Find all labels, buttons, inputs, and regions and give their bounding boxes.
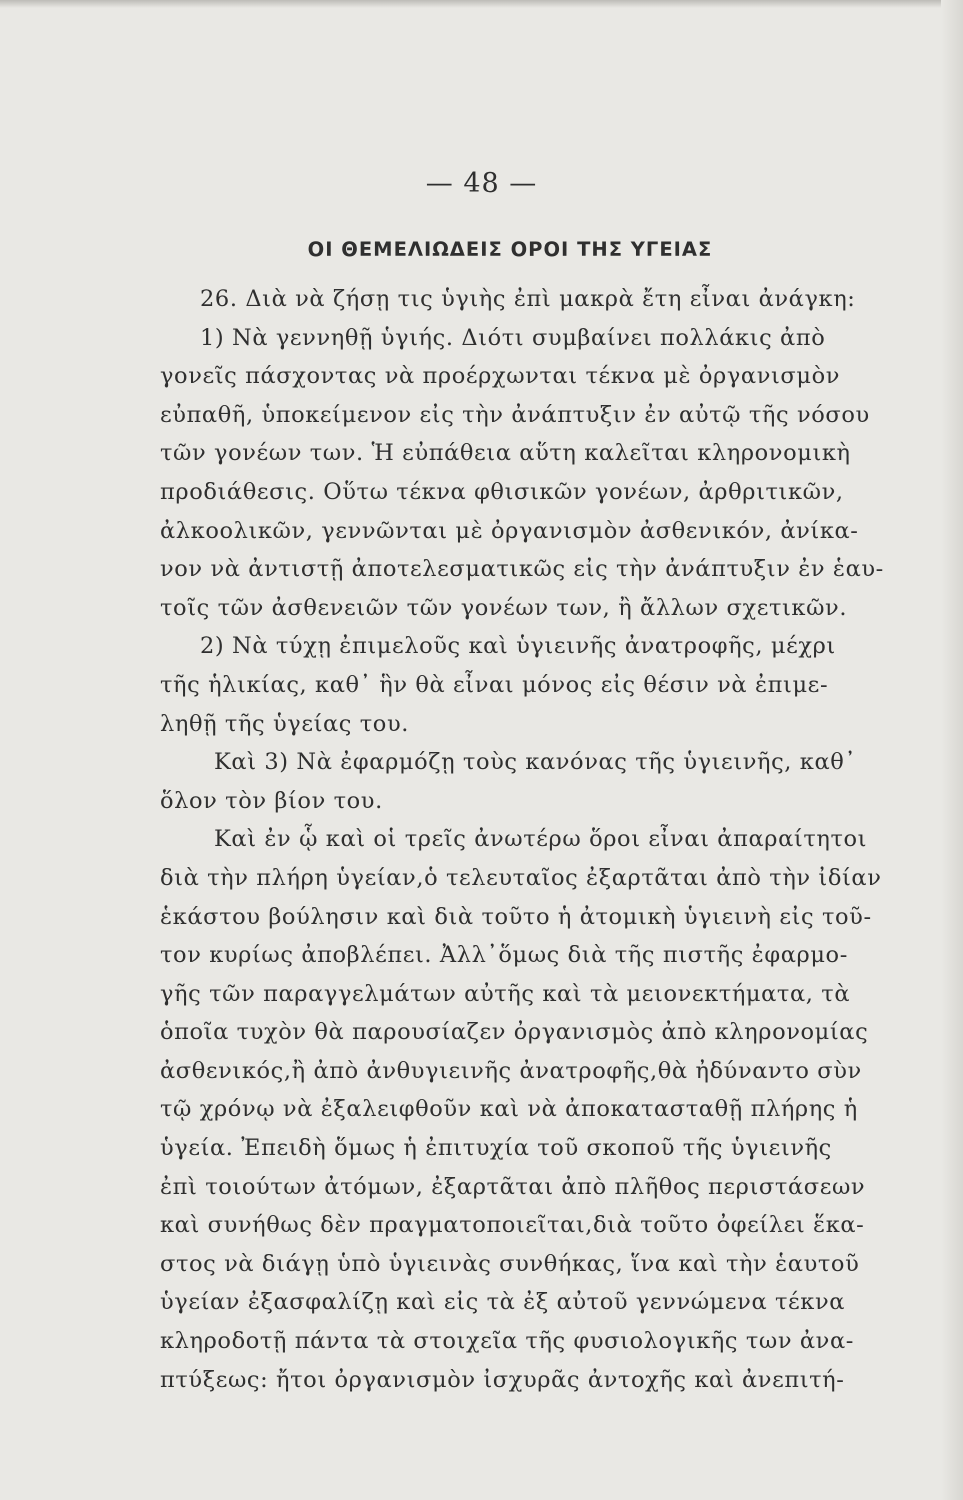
text-line: καὶ συνήθως δὲν πραγματοποιεῖται,διὰ τοῦτο ὀφείλει ἕκα- [160, 1212, 865, 1239]
page-number: — 48 — [425, 168, 538, 199]
text-line: τῆς ἡλικίας, καθ᾽ ἣν θὰ εἶναι μόνος εἰς θέσιν νὰ ἐπιμε- [160, 671, 829, 698]
text-line: πτύξεως: ἤτοι ὀργανισμὸν ἰσχυρᾶς ἀντοχῆς καὶ ἀνεπιτή- [160, 1366, 845, 1393]
text-line: ἀσθενικός,ἢ ἀπὸ ἀνθυγιεινῆς ἀνατροφῆς,θὰ ἠδύναντο σὺν [160, 1057, 862, 1084]
text-line: 26. Διὰ νὰ ζήσῃ τις ὑγιὴς ἐπὶ μακρὰ ἔτη εἶναι ἀνάγκη: [200, 286, 856, 312]
text-line: εὐπαθῆ, ὑποκείμενον εἰς τὴν ἀνάπτυξιν ἐν αὐτῷ τῆς νόσου [160, 401, 870, 428]
text-line: ἑκάστου βούλησιν καὶ διὰ τοῦτο ἡ ἀτομικὴ ὑγιεινὴ εἰς τοῦ- [160, 903, 872, 930]
text-line: νον νὰ ἀντιστῇ ἀποτελεσματικῶς εἰς τὴν ἀνάπτυξιν ἐν ἑαυ- [160, 556, 884, 583]
text-line: ἀλκοολικῶν, γεννῶνται μὲ ὀργανισμὸν ἀσθενικόν, ἀνίκα- [160, 517, 859, 544]
text-line: ὑγεία. Ἐπειδὴ ὅμως ἡ ἐπιτυχία τοῦ σκοποῦ τῆς ὑγιεινῆς [160, 1135, 832, 1162]
section-heading: ΟΙ ΘΕΜΕΛΙΩΔΕΙΣ ΟΡΟΙ ΤΗΣ ΥΓΕΙΑΣ [307, 238, 713, 261]
text-line: Καὶ 3) Νὰ ἐφαρμόζῃ τοὺς κανόνας τῆς ὑγιεινῆς, καθ᾽ [214, 749, 857, 776]
scan-top-edge [0, 0, 963, 8]
text-line: γονεῖς πάσχοντας νὰ προέρχωνται τέκνα μὲ ὀργανισμὸν [160, 363, 841, 390]
text-line: Καὶ ἐν ᾧ καὶ οἱ τρεῖς ἀνωτέρω ὅροι εἶναι ἀπαραίτητοι [214, 826, 868, 853]
text-line: τῷ χρόνῳ νὰ ἐξαλειφθοῦν καὶ νὰ ἀποκατασταθῇ πλήρης ἡ [160, 1096, 858, 1123]
text-line: ὁποῖα τυχὸν θὰ παρουσίαζεν ὀργανισμὸς ἀπὸ κληρονομίας [160, 1019, 869, 1046]
text-line: τῶν γονέων των. Ἡ εὐπάθεια αὕτη καλεῖται κληρονομικὴ [160, 440, 851, 467]
body-text [160, 280, 910, 1399]
text-line: 1) Νὰ γεννηθῇ ὑγιής. Διότι συμβαίνει πολλάκις ἀπὸ [200, 324, 826, 351]
text-line: ἐπὶ τοιούτων ἀτόμων, ἐξαρτᾶται ἀπὸ πλῆθος περιστάσεων [160, 1173, 866, 1200]
text-line: διὰ τὴν πλήρη ὑγείαν,ὁ τελευταῖος ἐξαρτᾶται ἀπὸ τὴν ἰδίαν [160, 864, 882, 891]
text-line: στος νὰ διάγῃ ὑπὸ ὑγιεινὰς συνθήκας, ἵνα καὶ τὴν ἑαυτοῦ [160, 1250, 860, 1277]
scan-right-edge [941, 0, 963, 1500]
text-line: προδιάθεσις. Οὕτω τέκνα φθισικῶν γονέων, ἀρθριτικῶν, [160, 478, 844, 505]
text-line: γῆς τῶν παραγγελμάτων αὐτῆς καὶ τὰ μειονεκτήματα, τὰ [160, 980, 851, 1007]
text-line: 2) Νὰ τύχῃ ἐπιμελοῦς καὶ ὑγιεινῆς ἀνατροφῆς, μέχρι [200, 633, 836, 660]
text-line: ὅλον τὸν βίον του. [160, 787, 383, 814]
text-line: ὑγείαν ἐξασφαλίζῃ καὶ εἰς τὰ ἐξ αὐτοῦ γεννώμενα τέκνα [160, 1289, 846, 1316]
text-line: κληροδοτῇ πάντα τὰ στοιχεῖα τῆς φυσιολογικῆς των ἀνα- [160, 1328, 854, 1355]
text-line: ληθῇ τῆς ὑγείας του. [160, 710, 409, 737]
text-line: τον κυρίως ἀποβλέπει. Ἀλλ᾽ὅμως διὰ τῆς πιστῆς ἐφαρμο- [160, 942, 848, 969]
text-line: τοῖς τῶν ἀσθενειῶν τῶν γονέων των, ἢ ἄλλων σχετικῶν. [160, 594, 848, 621]
